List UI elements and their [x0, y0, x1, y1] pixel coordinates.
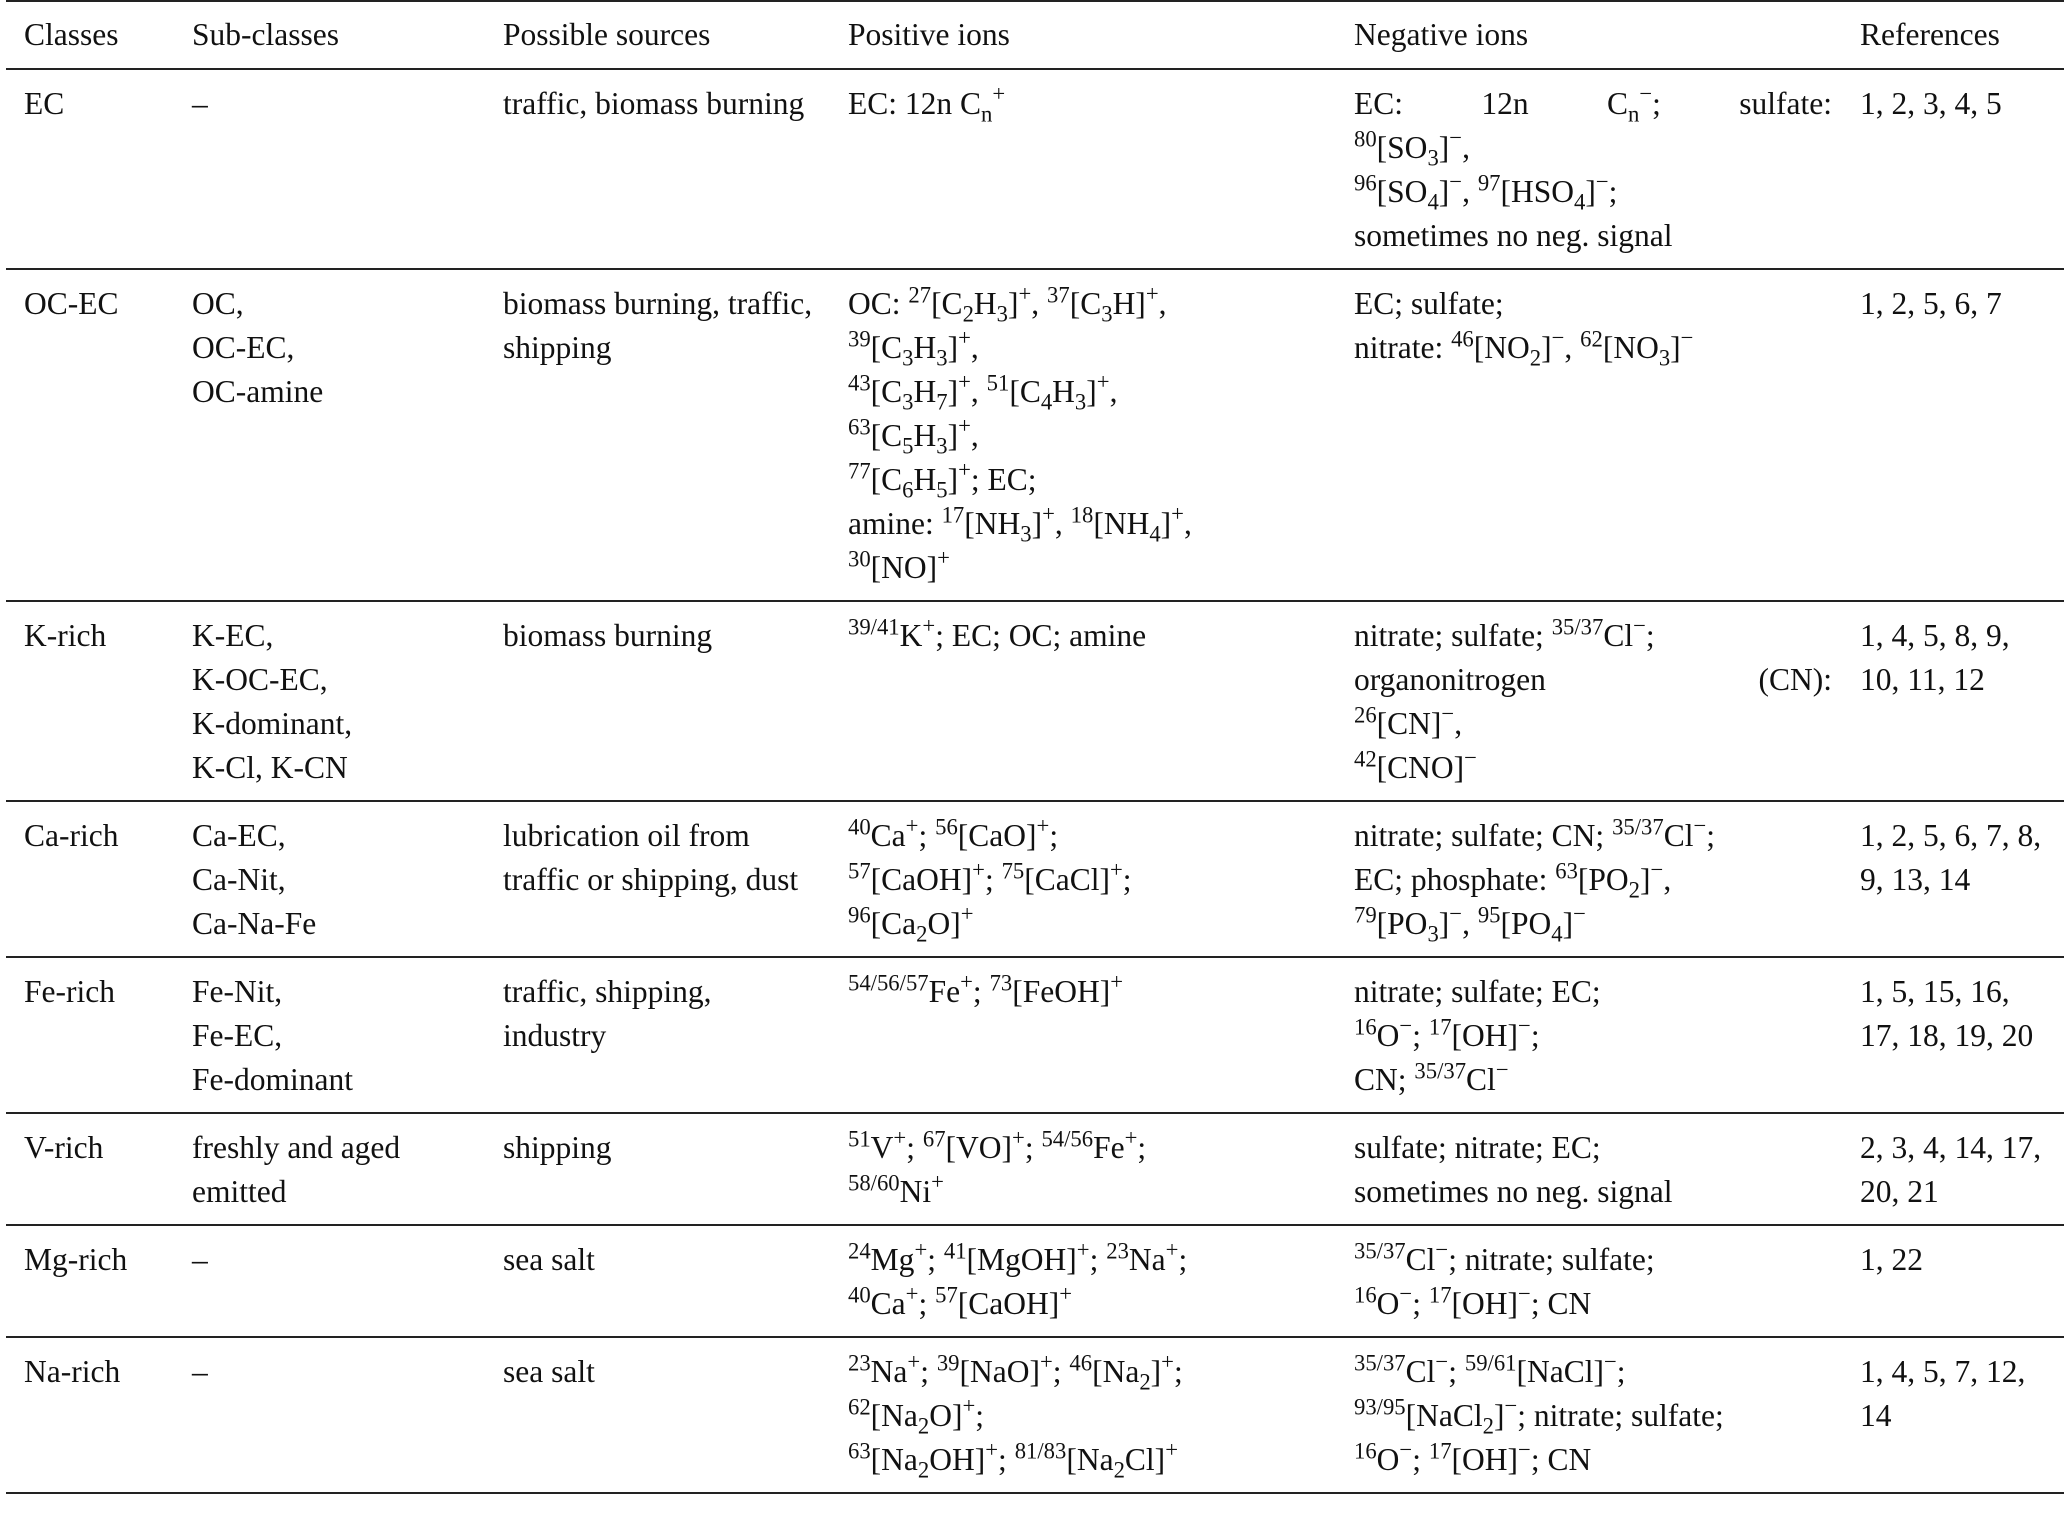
negative-ions-cell: EC; sulfate; nitrate: $^{46}[NO_2]^-$, $^{62}[NO_3]^-$: [1336, 269, 1842, 601]
references-cell: 1, 5, 15, 16, 17, 18, 19, 20: [1842, 957, 2064, 1113]
positive-ions-cell: $^{24}$Mg+; $^{41}$[MgOH]+; $^{23}$Na+; $^{40}$Ca+; $^{57}$[CaOH]+: [830, 1225, 1336, 1337]
subclass-cell: freshly and aged emitted: [174, 1113, 485, 1225]
table-row-ca-rich: [6, 801, 2064, 957]
sources-cell: traffic, biomass burning: [485, 69, 830, 269]
subclass-cell: K-EC, K-OC-EC, K-dominant, K-Cl, K-CN: [174, 601, 485, 801]
positive-ions-cell: $^{51}$V+; $^{67}$[VO]+; $^{54/56}$Fe+; $^{58/60}$Ni+: [830, 1113, 1336, 1225]
positive-ions-cell: OC: $^{27}[C_2H_3]^+$, $^{37}[C_3H]^+$, $^{39}[C_3H_3]^+$, $^{43}[C_3H_7]^+$, $^{51}[C_4H_3]^+$, $^{63}[C_5H_3]^+$, $^{77}[C_6H_5]^+$; EC; amine: $^{17}[NH_3]^+$, $^{18}[NH_4]^+$, $^{30}$[NO]+: [830, 269, 1336, 601]
positive-ions-cell: EC: 12n $C_n^+$: [830, 69, 1336, 269]
references-cell: 1, 2, 3, 4, 5: [1842, 69, 2064, 269]
header-references: References: [1842, 1, 2064, 69]
negative-ions-cell: nitrate; sulfate; $^{35/37}$Cl−; organonitrogen (CN): $^{26}$[CN]−, $^{42}$[CNO]−: [1336, 601, 1842, 801]
sources-cell: sea salt: [485, 1225, 830, 1337]
subclass-cell: Fe-Nit, Fe-EC, Fe-dominant: [174, 957, 485, 1113]
references-cell: 1, 2, 5, 6, 7: [1842, 269, 2064, 601]
positive-ions-cell: $^{54/56/57}$Fe+; $^{73}$[FeOH]+: [830, 957, 1336, 1113]
positive-ions-cell: $^{23}$Na+; $^{39}$[NaO]+; $^{46}[Na_2]^+$; $^{62}[Na_2O]^+$; $^{63}[Na_2OH]^+$; $^{81/83}[Na_2Cl]^+$: [830, 1337, 1336, 1493]
table-row-na-rich: [6, 1337, 2064, 1493]
negative-ions-cell: $^{35/37}$Cl−; $^{59/61}$[NaCl]−; $^{93/95}$[NaCl$_2$]−; nitrate; sulfate; $^{16}$O−; $^{17}$[OH]−; CN: [1336, 1337, 1842, 1493]
table-row-v-rich: [6, 1113, 2064, 1225]
negative-ions-cell: nitrate; sulfate; EC; $^{16}$O−; $^{17}$[OH]−; CN; $^{35/37}$Cl−: [1336, 957, 1842, 1113]
class-cell: Mg-rich: [6, 1225, 174, 1337]
sources-cell: lubrication oil from traffic or shipping, dust: [485, 801, 830, 957]
header-subclasses: Sub-classes: [174, 1, 485, 69]
header-positive-ions: Positive ions: [830, 1, 1336, 69]
subclass-cell: Ca-EC, Ca-Nit, Ca-Na-Fe: [174, 801, 485, 957]
table-row-fe-rich: [6, 957, 2064, 1113]
header-classes: Classes: [6, 1, 174, 69]
class-cell: Na-rich: [6, 1337, 174, 1493]
class-cell: K-rich: [6, 601, 174, 801]
sources-cell: traffic, shipping, industry: [485, 957, 830, 1113]
table-row-oc-ec: [6, 269, 2064, 601]
references-cell: 1, 4, 5, 8, 9, 10, 11, 12: [1842, 601, 2064, 801]
sources-cell: biomass burning, traffic, shipping: [485, 269, 830, 601]
subclass-cell: –: [174, 1225, 485, 1337]
class-cell: Fe-rich: [6, 957, 174, 1113]
table-row-mg-rich: [6, 1225, 2064, 1337]
subclass-cell: –: [174, 69, 485, 269]
references-cell: 1, 2, 5, 6, 7, 8, 9, 13, 14: [1842, 801, 2064, 957]
sources-cell: shipping: [485, 1113, 830, 1225]
subclass-cell: –: [174, 1337, 485, 1493]
references-cell: 1, 22: [1842, 1225, 2064, 1337]
sources-cell: biomass burning: [485, 601, 830, 801]
subclass-cell: OC, OC-EC, OC-amine: [174, 269, 485, 601]
references-cell: 2, 3, 4, 14, 17, 20, 21: [1842, 1113, 2064, 1225]
table-row-k-rich: [6, 601, 2064, 801]
negative-ions-cell: nitrate; sulfate; CN; $^{35/37}$Cl−; EC; phosphate: $^{63}[PO_2]^-$, $^{79}[PO_3]^-$, $^{95}[PO_4]^-$: [1336, 801, 1842, 957]
ion-classes-table: [6, 0, 2064, 1494]
sources-cell: sea salt: [485, 1337, 830, 1493]
class-cell: V-rich: [6, 1113, 174, 1225]
negative-ions-cell: EC: 12n $C_n^-$; sulfate: $^{80}[SO_3]^-$, $^{96}[SO_4]^-$, $^{97}[HSO_4]^-$; sometimes no neg. signal: [1336, 69, 1842, 269]
table-header: [6, 1, 2064, 69]
positive-ions-cell: $^{39/41}$K+; EC; OC; amine: [830, 601, 1336, 801]
negative-ions-cell: $^{35/37}$Cl−; nitrate; sulfate; $^{16}$O−; $^{17}$[OH]−; CN: [1336, 1225, 1842, 1337]
class-cell: OC-EC: [6, 269, 174, 601]
positive-ions-cell: $^{40}$Ca+; $^{56}$[CaO]+; $^{57}$[CaOH]+; $^{75}$[CaCl]+; $^{96}[Ca_2O]^+$: [830, 801, 1336, 957]
header-sources: Possible sources: [485, 1, 830, 69]
table-row-ec: [6, 69, 2064, 269]
class-cell: EC: [6, 69, 174, 269]
header-negative-ions: Negative ions: [1336, 1, 1842, 69]
class-cell: Ca-rich: [6, 801, 174, 957]
references-cell: 1, 4, 5, 7, 12, 14: [1842, 1337, 2064, 1493]
negative-ions-cell: sulfate; nitrate; EC; sometimes no neg. signal: [1336, 1113, 1842, 1225]
